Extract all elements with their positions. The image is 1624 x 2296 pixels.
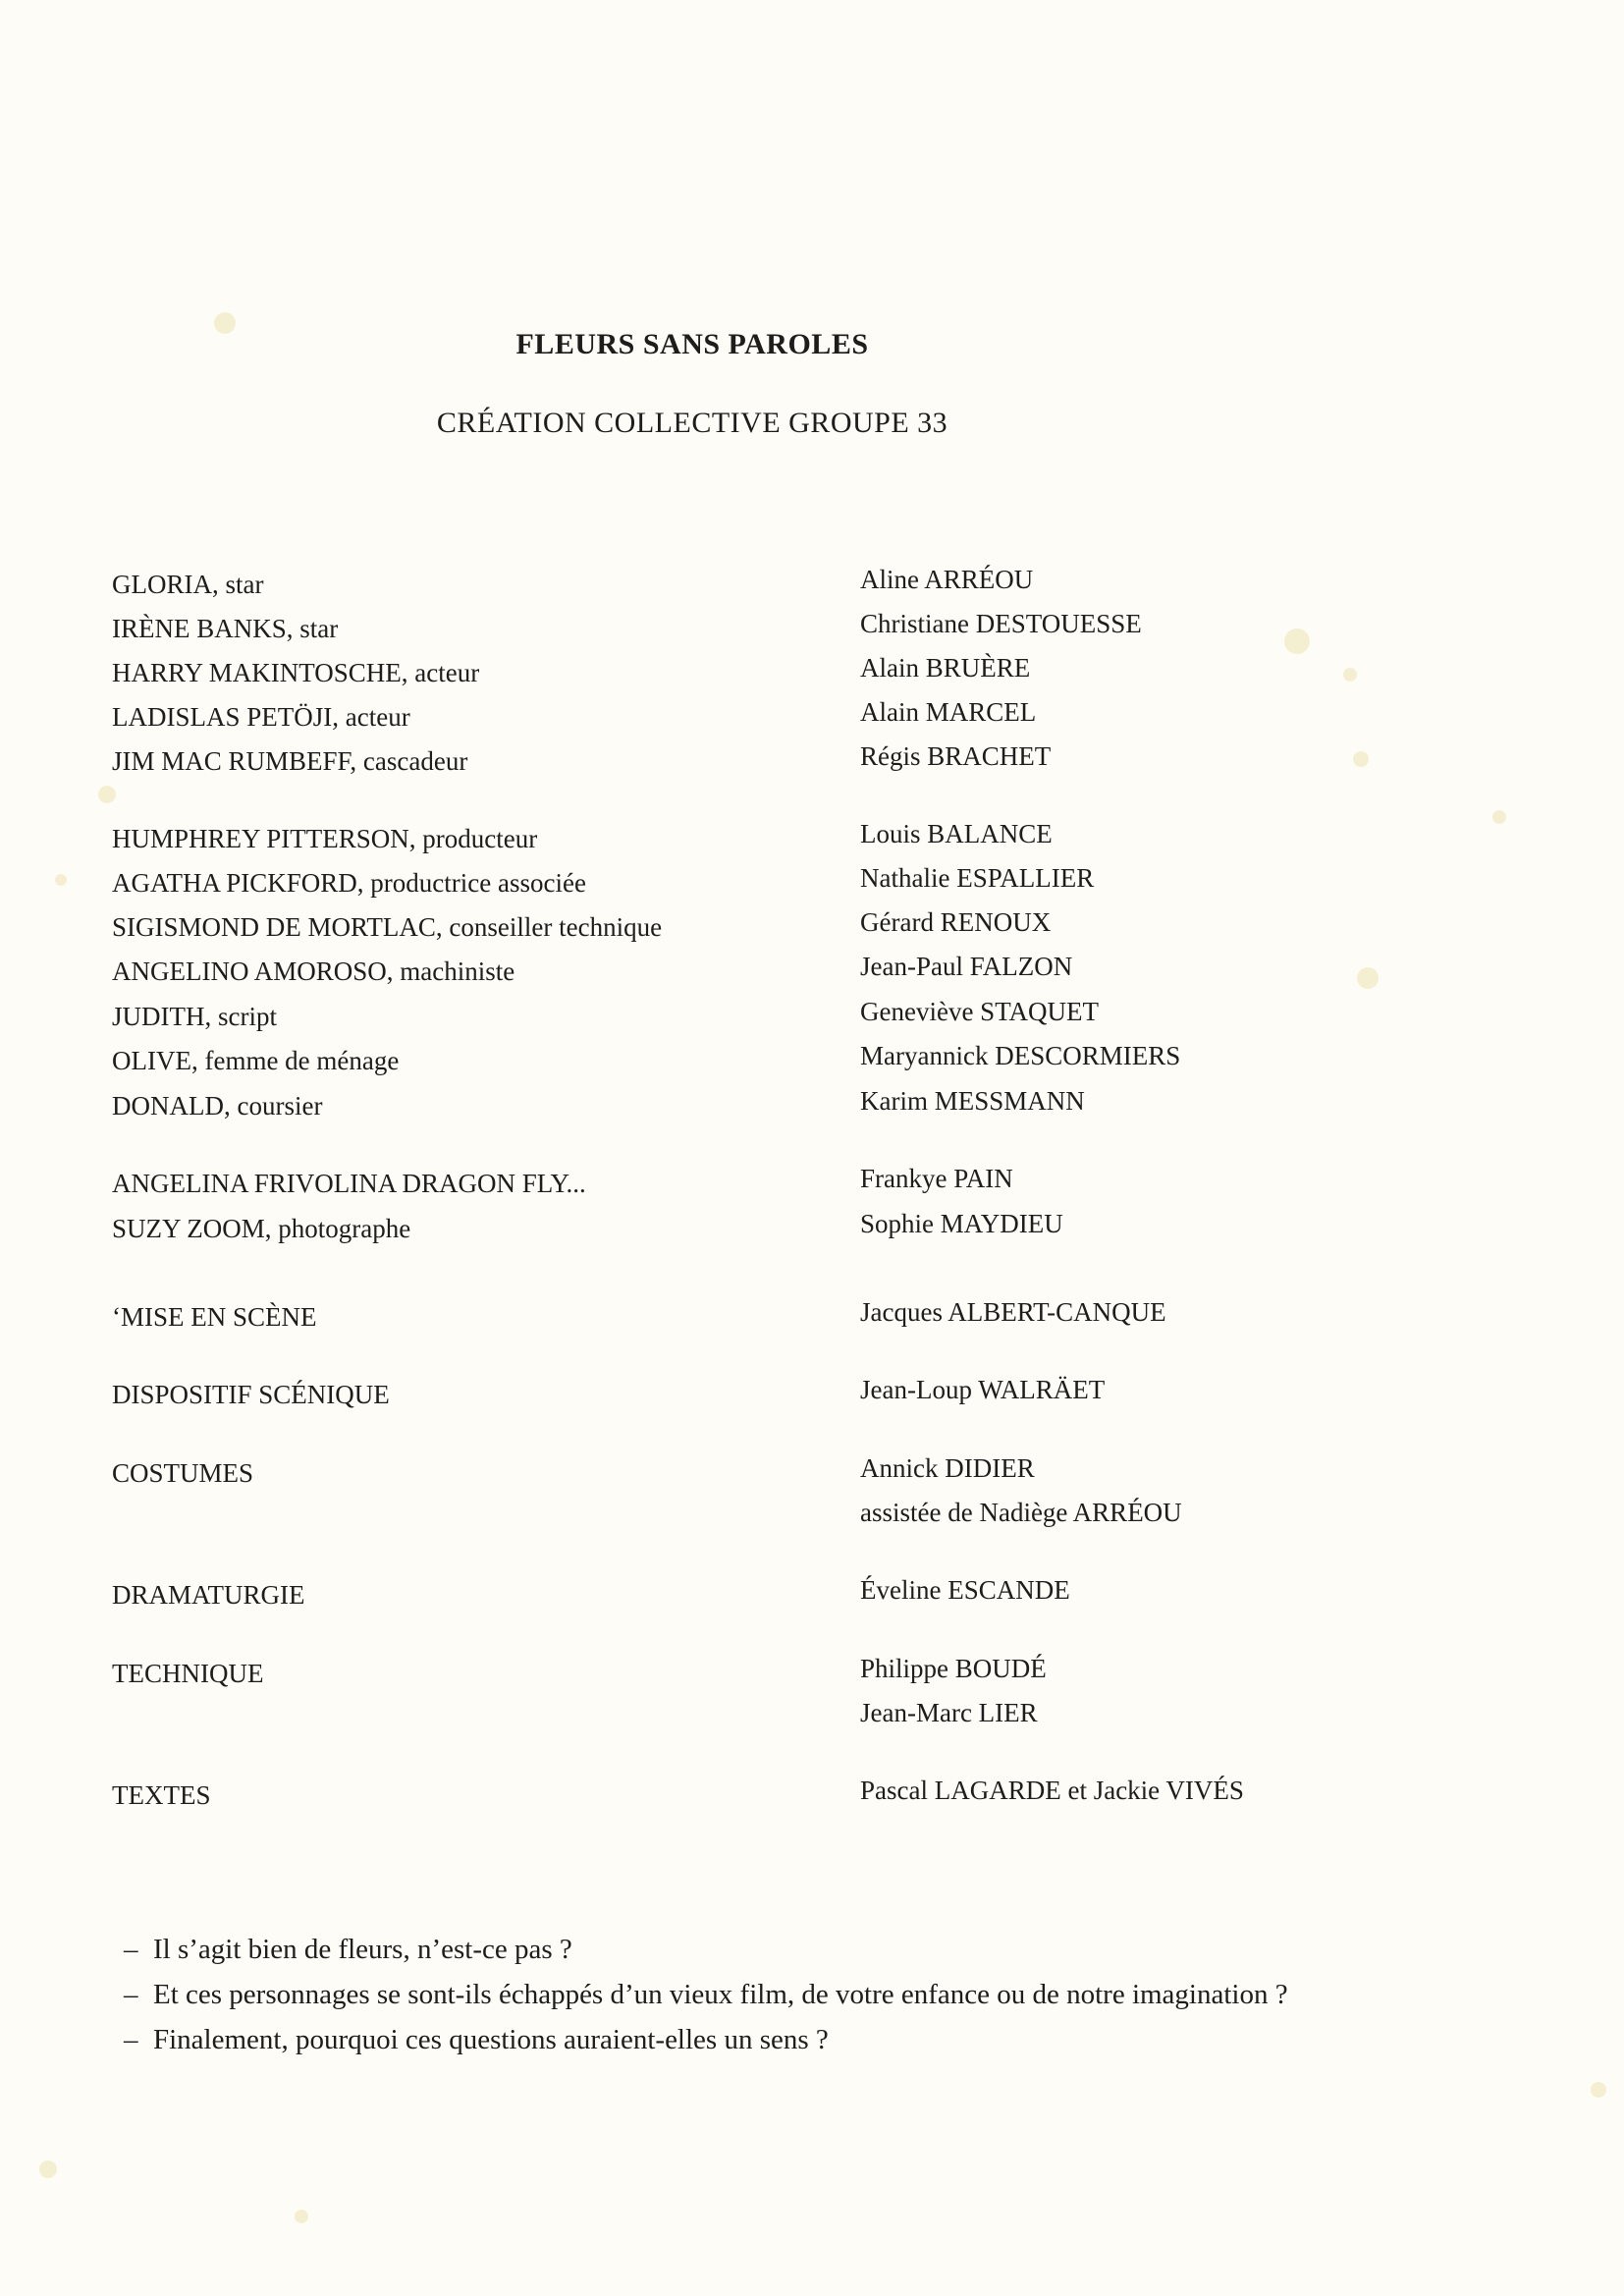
crew-role: COSTUMES — [112, 1458, 254, 1488]
crew-role: DISPOSITIF SCÉNIQUE — [112, 1380, 390, 1409]
cast-role: SUZY ZOOM, photographe — [112, 1214, 411, 1243]
cast-role: DONALD, coursier — [112, 1091, 323, 1121]
cast-person: Alain MARCEL — [860, 697, 1037, 727]
cast-person: Christiane DESTOUESSE — [860, 609, 1142, 638]
cast-person: Maryannick DESCORMIERS — [860, 1041, 1181, 1070]
cast-row — [0, 863, 1624, 907]
paper-speck — [1591, 2082, 1606, 2098]
crew-row — [0, 1776, 1624, 1820]
cast-row — [0, 819, 1624, 863]
cast-person: Sophie MAYDIEU — [860, 1209, 1063, 1238]
question-text: Finalement, pourquoi ces questions auraient-elles un sens ? — [153, 2024, 829, 2055]
crew-role: ‘MISE EN SCÈNE — [112, 1302, 317, 1332]
cast-row — [0, 653, 1624, 697]
cast-role: JUDITH, script — [112, 1002, 277, 1031]
cast-row — [0, 741, 1624, 786]
crew-person: Jacques ALBERT-CANQUE — [860, 1297, 1166, 1327]
cast-role: HUMPHREY PITTERSON, producteur — [112, 824, 538, 853]
cast-person: Régis BRACHET — [860, 741, 1052, 771]
crew-row — [0, 1654, 1624, 1698]
paper-speck — [295, 2210, 308, 2223]
question-line — [124, 1972, 1341, 2017]
paper-speck — [214, 312, 236, 334]
cast-role: SIGISMOND DE MORTLAC, conseiller technique — [112, 912, 663, 942]
cast-row — [0, 1209, 1624, 1253]
paper-speck — [1353, 751, 1369, 767]
cast-person: Jean-Paul FALZON — [860, 952, 1073, 981]
crew-row — [0, 1498, 1624, 1542]
cast-role: GLORIA, star — [112, 570, 264, 599]
crew-row — [0, 1375, 1624, 1419]
dash-mark: – — [124, 1934, 138, 1965]
crew-row — [0, 1698, 1624, 1742]
crew-role: TEXTES — [112, 1780, 211, 1810]
cast-role: HARRY MAKINTOSCHE, acteur — [112, 658, 480, 687]
cast-role: JIM MAC RUMBEFF, cascadeur — [112, 746, 468, 776]
cast-row — [0, 1086, 1624, 1130]
cast-row — [0, 609, 1624, 653]
cast-person: Louis BALANCE — [860, 819, 1053, 848]
cast-row — [0, 997, 1624, 1041]
crew-person: assistée de Nadiège ARRÉOU — [860, 1498, 1182, 1527]
question-text: Il s’agit bien de fleurs, n’est-ce pas ? — [153, 1934, 572, 1965]
cast-row — [0, 1164, 1624, 1208]
cast-person: Geneviève STAQUET — [860, 997, 1100, 1026]
closing-questions — [124, 1927, 1341, 2062]
document-title: FLEURS SANS PAROLES — [515, 328, 869, 360]
paper-speck — [98, 786, 116, 803]
crew-person: Annick DIDIER — [860, 1453, 1035, 1483]
dash-mark: – — [124, 1979, 138, 2010]
paper-speck — [1357, 967, 1379, 989]
crew-role: TECHNIQUE — [112, 1659, 264, 1688]
cast-person: Frankye PAIN — [860, 1164, 1013, 1193]
paper-speck — [1284, 629, 1310, 654]
cast-person: Karim MESSMANN — [860, 1086, 1085, 1116]
question-text: Et ces personnages se sont-ils échappés d’un vieux film, de votre enfance ou de notre imagination ? — [153, 1979, 1288, 2010]
crew-person: Jean-Marc LIER — [860, 1698, 1038, 1727]
dash-mark: – — [124, 2024, 138, 2055]
crew-person: Pascal LAGARDE et Jackie VIVÉS — [860, 1776, 1244, 1805]
paper-speck — [39, 2160, 57, 2178]
crew-role: DRAMATURGIE — [112, 1580, 305, 1610]
cast-row — [0, 1041, 1624, 1085]
cast-role: LADISLAS PETÖJI, acteur — [112, 702, 410, 732]
cast-person: Aline ARRÉOU — [860, 565, 1034, 594]
document-subtitle: CRÉATION COLLECTIVE GROUPE 33 — [436, 407, 948, 439]
cast-role: OLIVE, femme de ménage — [112, 1046, 400, 1075]
crew-row — [0, 1575, 1624, 1619]
paper-speck — [1343, 668, 1357, 682]
cast-role: ANGELINO AMOROSO, machiniste — [112, 957, 515, 986]
crew-row — [0, 1453, 1624, 1498]
cast-person: Gérard RENOUX — [860, 907, 1052, 937]
crew-person: Éveline ESCANDE — [860, 1575, 1070, 1605]
cast-role: ANGELINA FRIVOLINA DRAGON FLY... — [112, 1169, 586, 1198]
cast-person: Nathalie ESPALLIER — [860, 863, 1095, 893]
crew-person: Jean-Loup WALRÄET — [860, 1375, 1106, 1404]
paper-speck — [55, 874, 67, 886]
cast-row — [0, 565, 1624, 609]
crew-person: Philippe BOUDÉ — [860, 1654, 1047, 1683]
cast-row — [0, 952, 1624, 996]
crew-row — [0, 1297, 1624, 1341]
cast-role: AGATHA PICKFORD, productrice associée — [112, 868, 586, 898]
cast-role: IRÈNE BANKS, star — [112, 614, 339, 643]
question-line — [124, 2017, 1341, 2062]
cast-person: Alain BRUÈRE — [860, 653, 1031, 683]
cast-row — [0, 907, 1624, 952]
paper-speck — [1492, 810, 1506, 824]
cast-row — [0, 697, 1624, 741]
question-line — [124, 1927, 1341, 1972]
